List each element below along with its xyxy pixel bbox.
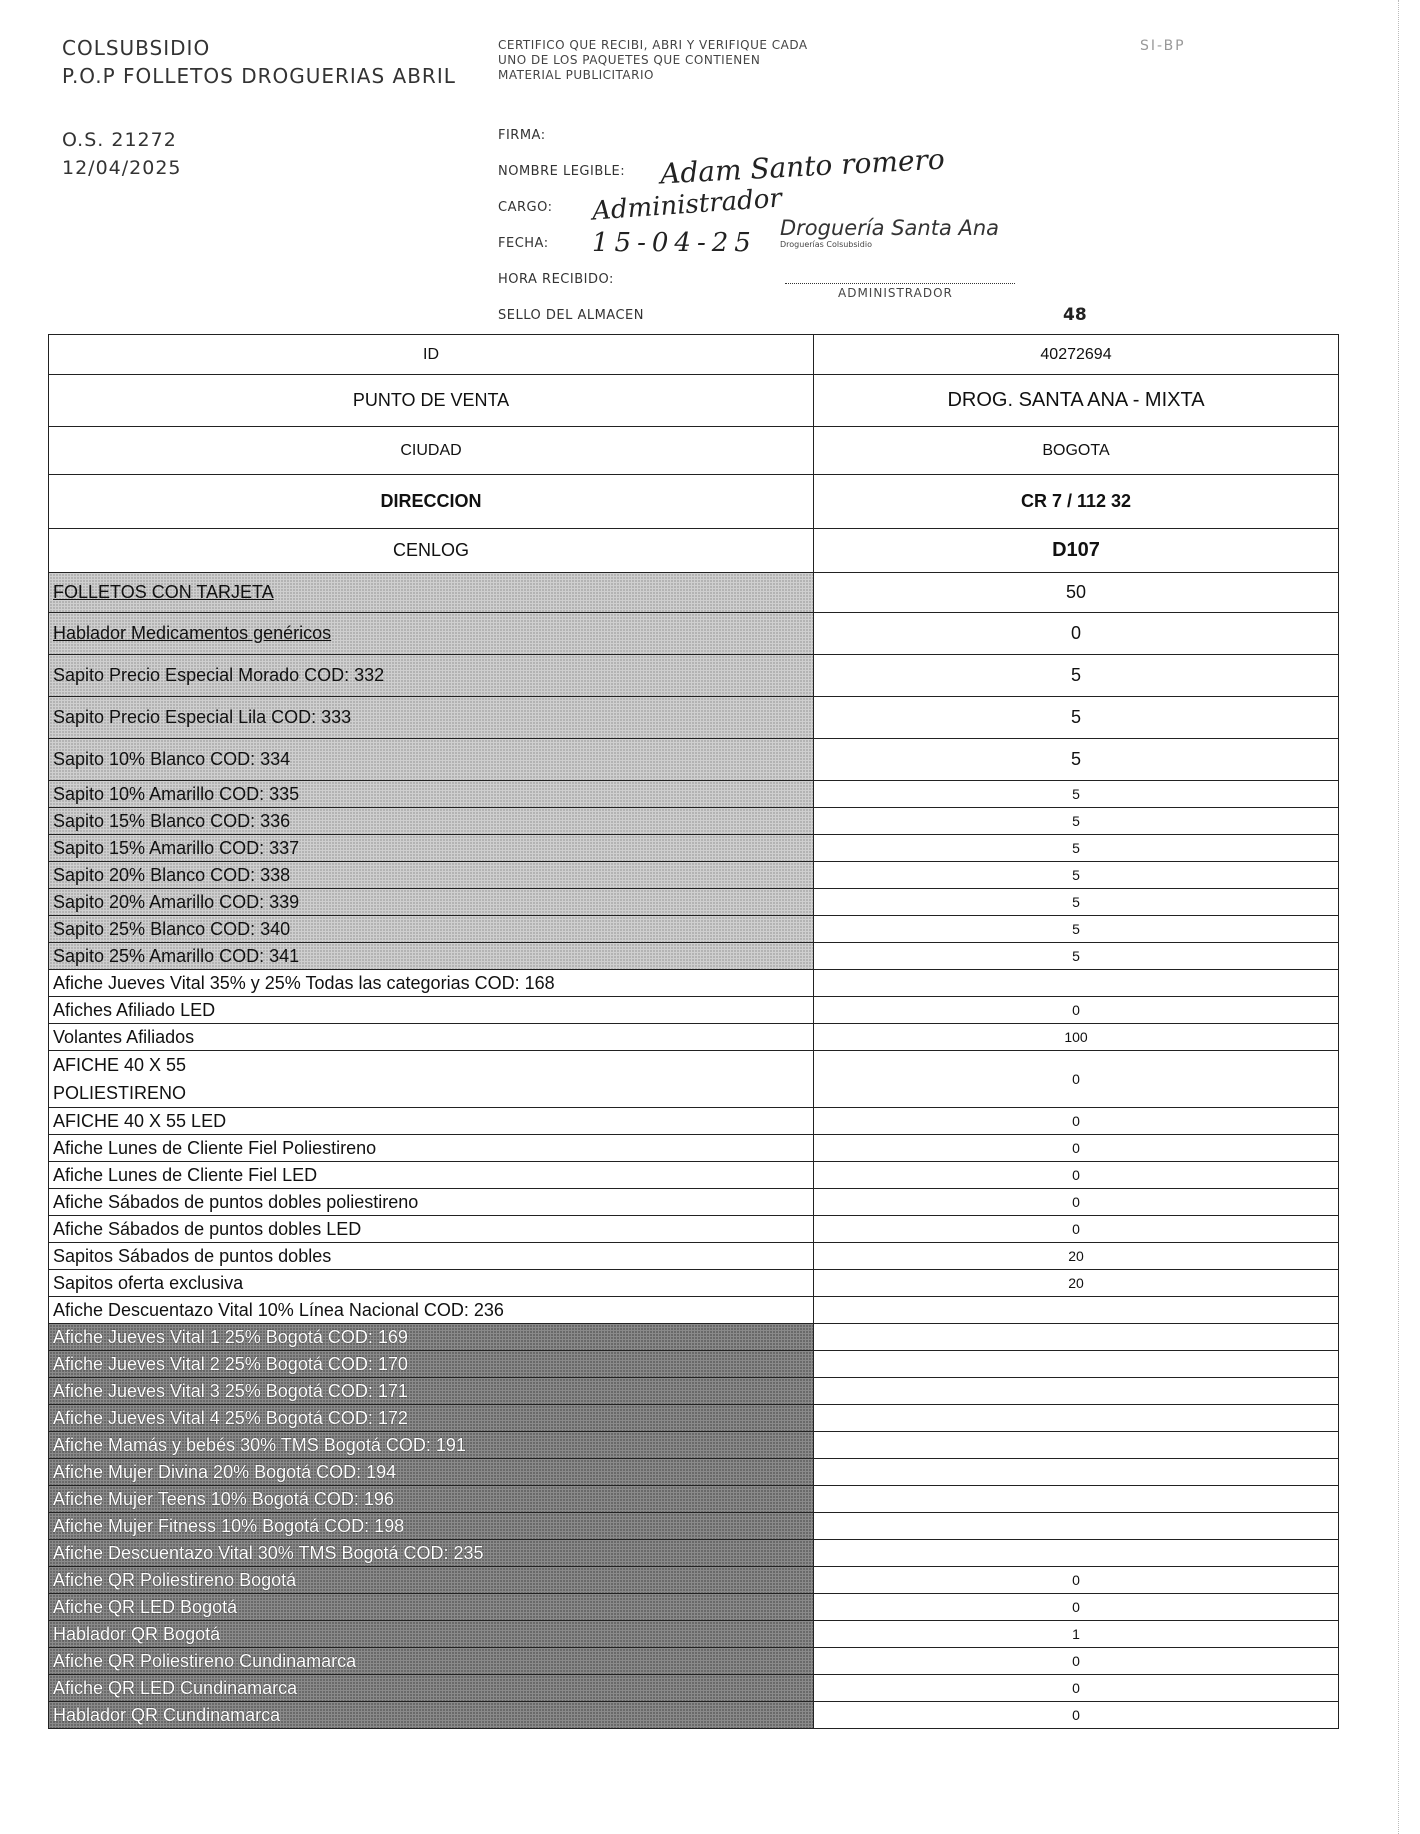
item-name: Hablador QR Cundinamarca [49, 1702, 814, 1729]
item-qty: 0 [814, 1675, 1339, 1702]
table-row [49, 808, 1339, 835]
item-qty [814, 1513, 1339, 1540]
table-row [49, 862, 1339, 889]
item-qty [814, 1486, 1339, 1513]
order-number: O.S. 21272 [62, 129, 177, 151]
item-qty: 5 [814, 781, 1339, 808]
company-name: COLSUBSIDIO [62, 36, 211, 60]
table-row [49, 1648, 1339, 1675]
info-label: DIRECCION [49, 475, 814, 529]
table-row [49, 1216, 1339, 1243]
item-name: Afiche Descuentazo Vital 30% TMS Bogotá COD: 235 [49, 1540, 814, 1567]
table-row [49, 1675, 1339, 1702]
stamp-subtitle: Droguerías Colsubsidio [780, 240, 872, 249]
info-row-direccion [49, 475, 1339, 529]
page-number: 48 [1063, 305, 1087, 325]
stamp-store-name: Droguería Santa Ana [780, 216, 1000, 240]
item-name: Afiche QR LED Bogotá [49, 1594, 814, 1621]
item-qty: 5 [814, 655, 1339, 697]
table-row [49, 1270, 1339, 1297]
hora-label: HORA RECIBIDO: [498, 272, 614, 287]
item-qty [814, 1351, 1339, 1378]
item-name: Afiche Sábados de puntos dobles poliestireno [49, 1189, 814, 1216]
info-value: D107 [814, 529, 1339, 573]
item-name: Sapitos oferta exclusiva [49, 1270, 814, 1297]
item-qty: 0 [814, 1594, 1339, 1621]
item-name: Afiche Sábados de puntos dobles LED [49, 1216, 814, 1243]
table-row [49, 1540, 1339, 1567]
item-name: Sapito Precio Especial Morado COD: 332 [49, 655, 814, 697]
certification-text: CERTIFICO QUE RECIBI, ABRI Y VERIFIQUE CADA UNO DE LOS PAQUETES QUE CONTIENEN MATERIAL PUBLICITARIO [498, 38, 808, 82]
item-qty: 100 [814, 1024, 1339, 1051]
item-qty [814, 1459, 1339, 1486]
info-label: CENLOG [49, 529, 814, 573]
item-name: Volantes Afiliados [49, 1024, 814, 1051]
table-row [49, 943, 1339, 970]
item-qty [814, 1540, 1339, 1567]
item-qty: 5 [814, 943, 1339, 970]
sello-label: SELLO DEL ALMACEN [498, 308, 644, 323]
item-name: Afiche Jueves Vital 1 25% Bogotá COD: 169 [49, 1324, 814, 1351]
table-row [49, 573, 1339, 613]
table-row [49, 1024, 1339, 1051]
item-name: Afiche QR Poliestireno Cundinamarca [49, 1648, 814, 1675]
item-name: Hablador QR Bogotá [49, 1621, 814, 1648]
document-subtitle: P.O.P FOLLETOS DROGUERIAS ABRIL [62, 64, 456, 88]
table-row [49, 1351, 1339, 1378]
info-row-punto-de-venta [49, 375, 1339, 427]
item-qty: 5 [814, 808, 1339, 835]
table-row [49, 1135, 1339, 1162]
item-qty [814, 1405, 1339, 1432]
item-name: Afiche Mamás y bebés 30% TMS Bogotá COD: 191 [49, 1432, 814, 1459]
info-row-id [49, 335, 1339, 375]
item-qty [814, 1324, 1339, 1351]
info-label: PUNTO DE VENTA [49, 375, 814, 427]
item-name: Sapito 20% Amarillo COD: 339 [49, 889, 814, 916]
table-row [49, 835, 1339, 862]
info-row-ciudad [49, 427, 1339, 475]
item-qty [814, 1432, 1339, 1459]
handwritten-date: 15-04-25 [592, 228, 757, 258]
item-name: Sapito 15% Blanco COD: 336 [49, 808, 814, 835]
item-qty: 0 [814, 613, 1339, 655]
item-name: Sapito 10% Blanco COD: 334 [49, 739, 814, 781]
item-name: Afiche Mujer Divina 20% Bogotá COD: 194 [49, 1459, 814, 1486]
store-stamp [780, 216, 999, 249]
table-row [49, 997, 1339, 1024]
table-row [49, 1189, 1339, 1216]
table-row [49, 1486, 1339, 1513]
firma-label: FIRMA: [498, 128, 546, 143]
cargo-label: CARGO: [498, 200, 553, 215]
item-name: Sapito 25% Amarillo COD: 341 [49, 943, 814, 970]
item-name: Afiche Lunes de Cliente Fiel Poliestireno [49, 1135, 814, 1162]
item-name: Afiche Mujer Teens 10% Bogotá COD: 196 [49, 1486, 814, 1513]
item-qty: 0 [814, 1702, 1339, 1729]
table-row [49, 916, 1339, 943]
item-name: Afiche QR Poliestireno Bogotá [49, 1567, 814, 1594]
table-row [49, 1108, 1339, 1135]
item-qty: 5 [814, 889, 1339, 916]
item-qty: 5 [814, 916, 1339, 943]
item-qty: 5 [814, 835, 1339, 862]
table-row [49, 1405, 1339, 1432]
info-row-cenlog [49, 529, 1339, 573]
stamp-signature-line [785, 283, 1015, 284]
table-row [49, 1513, 1339, 1540]
table-row [49, 1243, 1339, 1270]
table-row [49, 1459, 1339, 1486]
item-qty: 5 [814, 739, 1339, 781]
nombre-label: NOMBRE LEGIBLE: [498, 164, 626, 179]
header-meta-block [62, 126, 182, 182]
info-label: ID [49, 335, 814, 375]
info-value: 40272694 [814, 335, 1339, 375]
item-qty: 0 [814, 1051, 1339, 1108]
stamp-role: ADMINISTRADOR [838, 286, 953, 300]
item-qty [814, 1297, 1339, 1324]
item-qty: 5 [814, 862, 1339, 889]
item-name: Afiche Jueves Vital 35% y 25% Todas las categorias COD: 168 [49, 970, 814, 997]
table-row [49, 889, 1339, 916]
item-name: Hablador Medicamentos genéricos [49, 613, 814, 655]
table-row [49, 1432, 1339, 1459]
item-name: Sapitos Sábados de puntos dobles [49, 1243, 814, 1270]
item-qty [814, 1378, 1339, 1405]
info-label: CIUDAD [49, 427, 814, 475]
delivery-table [48, 334, 1339, 1729]
top-right-code: SI-BP [1140, 38, 1186, 54]
table-row [49, 613, 1339, 655]
item-name-text: AFICHE 40 X 55 POLIESTIRENO [53, 1055, 187, 1103]
item-qty: 0 [814, 1108, 1339, 1135]
item-name: Afiches Afiliado LED [49, 997, 814, 1024]
handwritten-cargo: Administrador [591, 183, 783, 227]
info-value: BOGOTA [814, 427, 1339, 475]
scan-edge-line [1398, 0, 1401, 1834]
fecha-label: FECHA: [498, 236, 549, 251]
info-value: CR 7 / 112 32 [814, 475, 1339, 529]
item-qty: 50 [814, 573, 1339, 613]
table-row [49, 1594, 1339, 1621]
item-name: Afiche Lunes de Cliente Fiel LED [49, 1162, 814, 1189]
item-name: AFICHE 40 X 55 LED [49, 1108, 814, 1135]
item-qty: 20 [814, 1243, 1339, 1270]
item-name: Sapito 20% Blanco COD: 338 [49, 862, 814, 889]
document-date: 12/04/2025 [62, 157, 182, 179]
table-row [49, 1567, 1339, 1594]
item-qty: 1 [814, 1621, 1339, 1648]
item-name: Sapito 10% Amarillo COD: 335 [49, 781, 814, 808]
item-qty [814, 970, 1339, 997]
item-name: Afiche Jueves Vital 3 25% Bogotá COD: 171 [49, 1378, 814, 1405]
item-qty: 0 [814, 1567, 1339, 1594]
item-qty: 0 [814, 1648, 1339, 1675]
table-row [49, 781, 1339, 808]
table-row [49, 655, 1339, 697]
item-name: FOLLETOS CON TARJETA [49, 573, 814, 613]
item-name: Afiche Jueves Vital 4 25% Bogotá COD: 172 [49, 1405, 814, 1432]
item-name: Sapito 25% Blanco COD: 340 [49, 916, 814, 943]
item-qty: 5 [814, 697, 1339, 739]
header-company-block [62, 34, 456, 90]
info-value: DROG. SANTA ANA - MIXTA [814, 375, 1339, 427]
table-row [49, 970, 1339, 997]
table-row [49, 697, 1339, 739]
table-row [49, 1621, 1339, 1648]
item-name: Afiche Mujer Fitness 10% Bogotá COD: 198 [49, 1513, 814, 1540]
item-qty: 0 [814, 1216, 1339, 1243]
item-qty: 0 [814, 997, 1339, 1024]
table-row [49, 1378, 1339, 1405]
item-name: Afiche QR LED Cundinamarca [49, 1675, 814, 1702]
table-row [49, 1162, 1339, 1189]
item-qty: 0 [814, 1162, 1339, 1189]
item-name [49, 1051, 814, 1108]
item-qty: 0 [814, 1135, 1339, 1162]
table-row [49, 739, 1339, 781]
item-name: Sapito Precio Especial Lila COD: 333 [49, 697, 814, 739]
table-row [49, 1051, 1339, 1108]
item-name: Sapito 15% Amarillo COD: 337 [49, 835, 814, 862]
handwritten-name: Adam Santo romero [659, 142, 946, 191]
table-row [49, 1324, 1339, 1351]
item-qty: 20 [814, 1270, 1339, 1297]
item-name: Afiche Jueves Vital 2 25% Bogotá COD: 170 [49, 1351, 814, 1378]
item-name: Afiche Descuentazo Vital 10% Línea Nacional COD: 236 [49, 1297, 814, 1324]
item-qty: 0 [814, 1189, 1339, 1216]
table-row [49, 1702, 1339, 1729]
table-row [49, 1297, 1339, 1324]
